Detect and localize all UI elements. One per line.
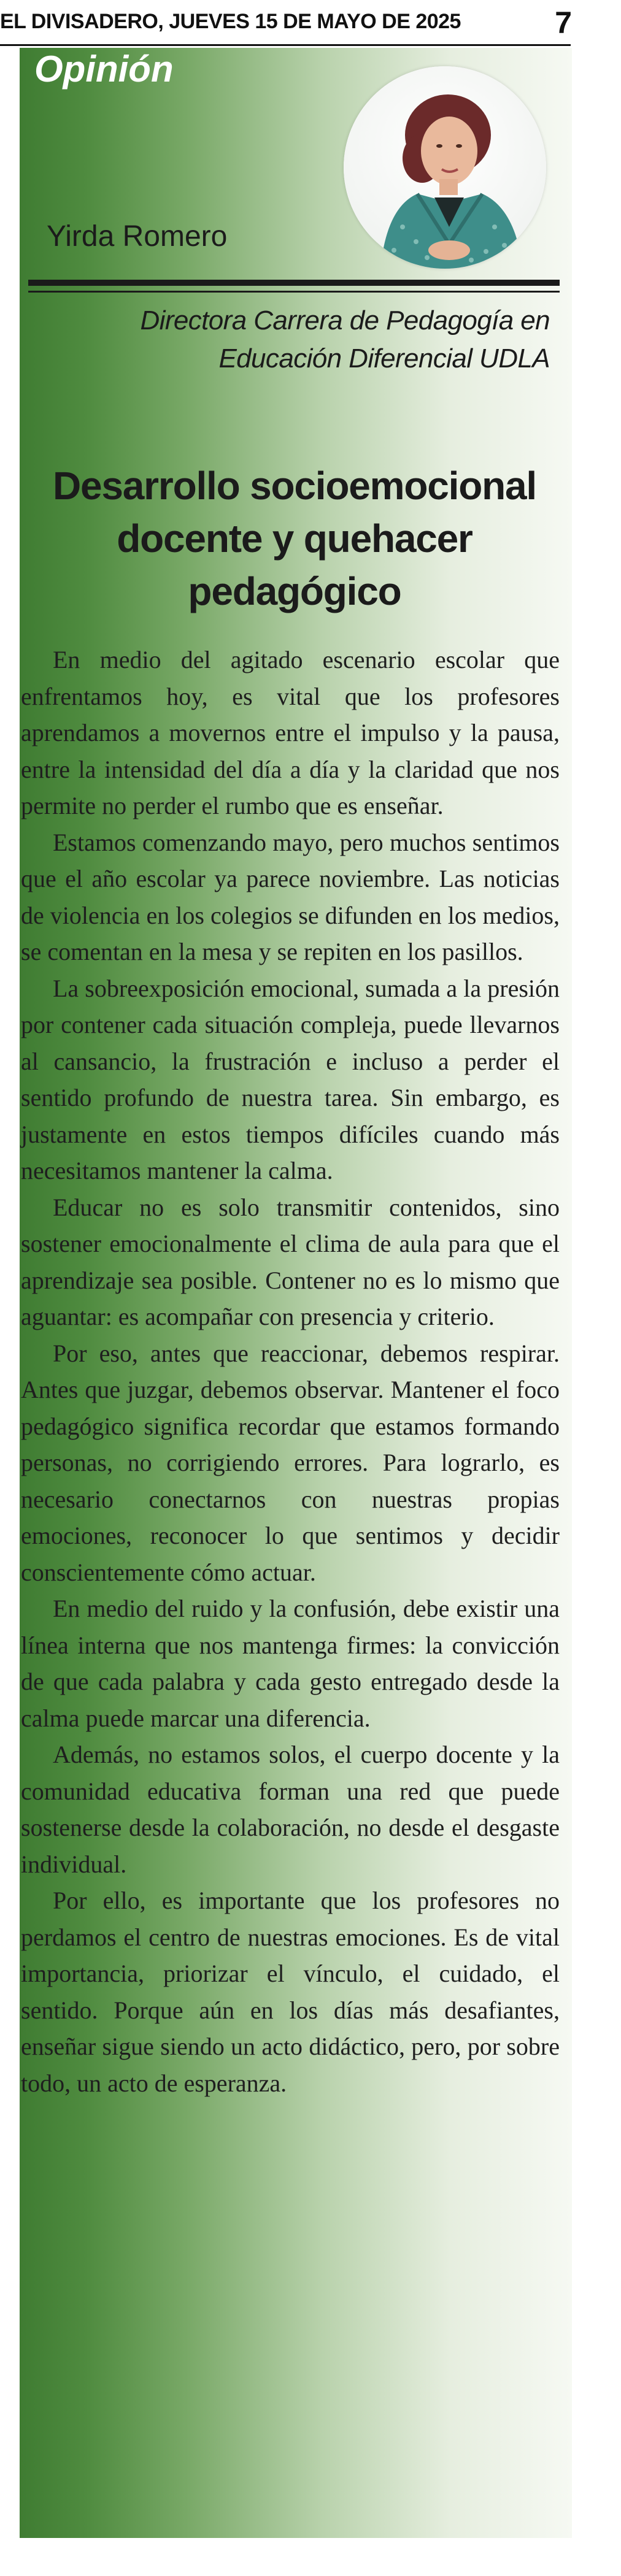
author-photo [344,66,546,269]
paragraph-6: En medio del ruido y la confusión, debe existir una línea interna que nos mantenga firmes: la convicción de que cada palabra y cada gesto entregado desde la calma puede marcar una diferencia. [21,1595,560,1732]
author-role-line-1: Directora Carrera de Pedagogía en [140,305,550,335]
article-body [21,642,560,2101]
paragraph-5: Por eso, antes que reaccionar, debemos respirar. Antes que juzgar, debemos observar. Mantener el foco pedagógico significa recordar que estamos formando personas, no corrigiendo errores. Para lograrlo, es necesario conectarnos con nuestras propias emociones, reconocer lo que sentimos y decidir conscientemente cómo actuar. [21,1339,560,1586]
paragraph-7: Además, no estamos solos, el cuerpo docente y la comunidad educativa forman una red que puede sostenerse desde la colaboración, no desde el desgaste individual. [21,1741,560,1878]
author-portrait-image [344,66,546,269]
author-role-line-2: Educación Diferencial UDLA [218,343,550,374]
paragraph-1: En medio del agitado escenario escolar que enfrentamos hoy, es vital que los profesores aprendamos a movernos entre el impulso y la pausa, entre la intensidad del día a día y la claridad que nos permite no perder el rumbo que es enseñar. [21,646,560,819]
divider-thin [28,291,560,293]
masthead [0,0,577,45]
headline-line-2: docente y quehacer [117,516,472,561]
paragraph-4: Educar no es solo transmitir contenidos, sino sostener emocionalmente el clima de aula para que el aprendizaje sea posible. Contener no es lo mismo que aguantar: es acompañar con presencia y criterio. [21,1193,560,1330]
divider-thick [28,280,560,286]
paragraph-3: La sobreexposición emocional, sumada a la presión por contener cada situación compleja, puede llevarnos al cansancio, la frustración e incluso a perder el sentido profundo de nuestra tarea. Sin embargo, es justamente en estos tiempos difíciles cuando más necesitamos mantener la calma. [21,974,560,1184]
author-role [108,302,550,378]
page-number: 7 [555,6,572,40]
section-label: Opinión [34,48,174,90]
paragraph-8: Por ello, es importante que los profesores no perdamos el centro de nuestras emociones. Es de vital importancia, priorizar el vínculo, el cuidado, el sentido. Porque aún en los días más desafiantes, enseñar sigue siendo un acto didáctico, pero, por sobre todo, un acto de esperanza. [21,1887,560,2097]
headline-line-3: pedagógico [188,569,401,613]
masthead-title: EL DIVISADERO, JUEVES 15 DE MAYO DE 2025 [0,10,461,33]
masthead-rule [0,44,571,46]
author-name: Yirda Romero [47,220,228,253]
article-headline [37,459,552,618]
headline-line-1: Desarrollo socioemocional [52,463,537,508]
paragraph-2: Estamos comenzando mayo, pero muchos sentimos que el año escolar ya parece noviembre. Las noticias de violencia en los colegios se difunden en los medios, se comentan en la mesa y se repiten en los pasillos. [21,828,560,965]
